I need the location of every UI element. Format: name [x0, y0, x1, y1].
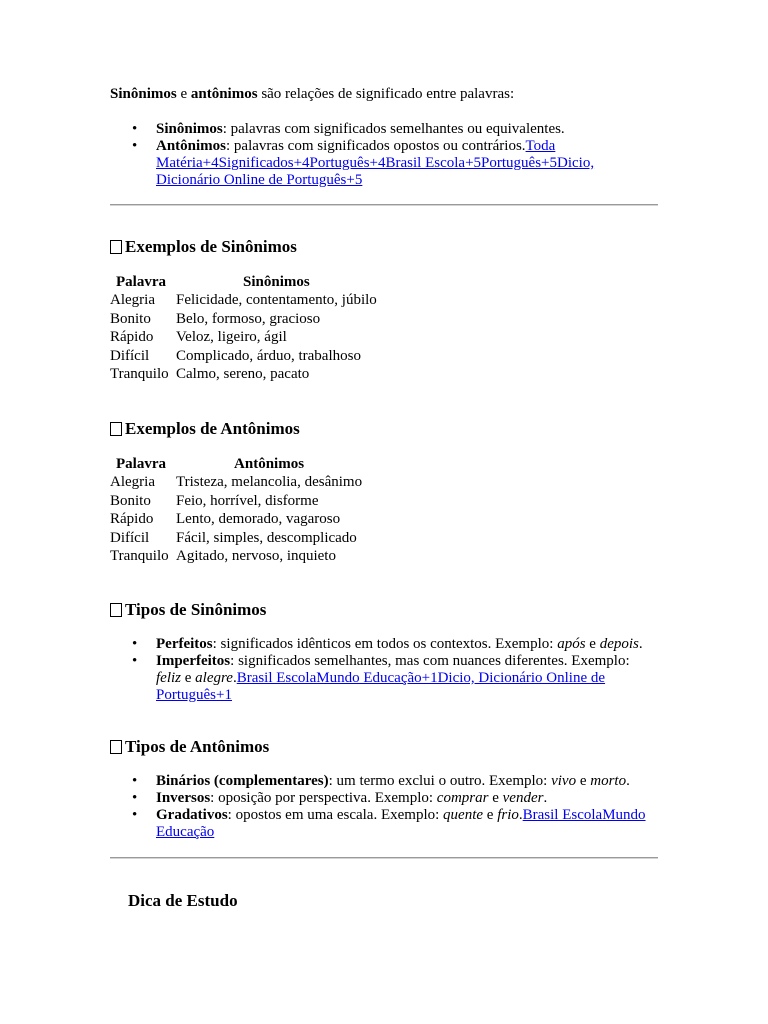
definition-text: : palavras com significados semelhantes ou equivalentes.	[222, 121, 565, 137]
table-row: Rápido Veloz, ligeiro, ágil	[110, 329, 287, 346]
source-link[interactable]: Brasil EscolaMundo Educação	[156, 807, 646, 840]
list-item: • Binários (complementares): um termo exclui o outro. Exemplo: vivo e morto.	[110, 773, 658, 790]
table-row: Tranquilo Calmo, sereno, pacato	[110, 366, 310, 383]
table-row: Tranquilo Agitado, nervoso, inquieto	[110, 548, 336, 565]
table-row: Difícil Complicado, árduo, trabalhoso	[110, 347, 361, 364]
missing-glyph-icon	[110, 740, 122, 754]
intro-term-sinonimos: Sinônimos	[110, 86, 177, 102]
term: Antônimos	[156, 138, 227, 154]
divider	[110, 204, 658, 206]
synonyms-table	[108, 273, 379, 384]
list-item: • Gradativos: opostos em uma escala. Exemplo: quente e frio.Brasil EscolaMundo Educação	[110, 807, 658, 841]
heading-tipos-antonimos: Tipos de Antônimos	[110, 737, 269, 757]
intro-paragraph	[110, 86, 658, 103]
heading-exemplos-antonimos: Exemplos de Antônimos	[110, 419, 300, 439]
table-header-row	[108, 455, 364, 473]
heading-tipos-sinonimos: Tipos de Sinônimos	[110, 600, 266, 620]
antonym-types-list	[110, 773, 658, 841]
source-link[interactable]: Toda Matéria+4Significados+4Português+4Brasil Escola+5Português+5Dicio, Dicionário Online de Português+5	[156, 138, 595, 188]
column-header: Sinônimos	[243, 274, 310, 290]
column-header: Palavra	[116, 456, 166, 472]
table-row: Bonito Belo, formoso, gracioso	[110, 310, 321, 327]
source-link[interactable]: Brasil EscolaMundo Educação+1Dicio, Dicionário Online de Português+1	[156, 670, 606, 703]
list-item	[110, 121, 658, 138]
intro-text: e	[176, 86, 191, 102]
heading-dica-de-estudo: Dica de Estudo	[128, 891, 238, 910]
definitions-list	[110, 121, 658, 189]
column-header: Palavra	[116, 274, 166, 290]
list-item: • Imperfeitos: significados semelhantes, mas com nuances diferentes. Exemplo: feliz e alegre.Brasil EscolaMundo Educação+1Dicio, Dicionário Online de Português+1	[110, 653, 658, 704]
table-row: Alegria Felicidade, contentamento, júbilo	[110, 292, 377, 308]
antonyms-table	[108, 455, 364, 566]
missing-glyph-icon	[110, 603, 122, 617]
table-row: Alegria Tristeza, melancolia, desânimo	[110, 474, 363, 490]
definition-text: : palavras com significados opostos ou contrários.	[226, 138, 526, 154]
table-row: Bonito Feio, horrível, disforme	[110, 492, 319, 509]
heading-exemplos-sinonimos: Exemplos de Sinônimos	[110, 237, 297, 257]
table-row: Difícil Fácil, simples, descomplicado	[110, 529, 357, 546]
intro-term-antonimos: antônimos	[190, 86, 258, 102]
missing-glyph-icon	[110, 240, 122, 254]
synonym-types-list	[110, 636, 658, 704]
list-item: • Inversos: oposição por perspectiva. Exemplo: comprar e vender.	[110, 790, 658, 807]
term: Sinônimos	[156, 121, 223, 137]
list-item	[110, 138, 658, 189]
table-row: Rápido Lento, demorado, vagaroso	[110, 511, 341, 528]
intro-text: são relações de significado entre palavras:	[257, 86, 515, 102]
list-item: • Perfeitos: significados idênticos em todos os contextos. Exemplo: após e depois.	[110, 636, 658, 653]
column-header: Antônimos	[234, 456, 305, 472]
missing-glyph-icon	[110, 422, 122, 436]
table-header-row	[108, 273, 379, 291]
divider	[110, 857, 658, 859]
